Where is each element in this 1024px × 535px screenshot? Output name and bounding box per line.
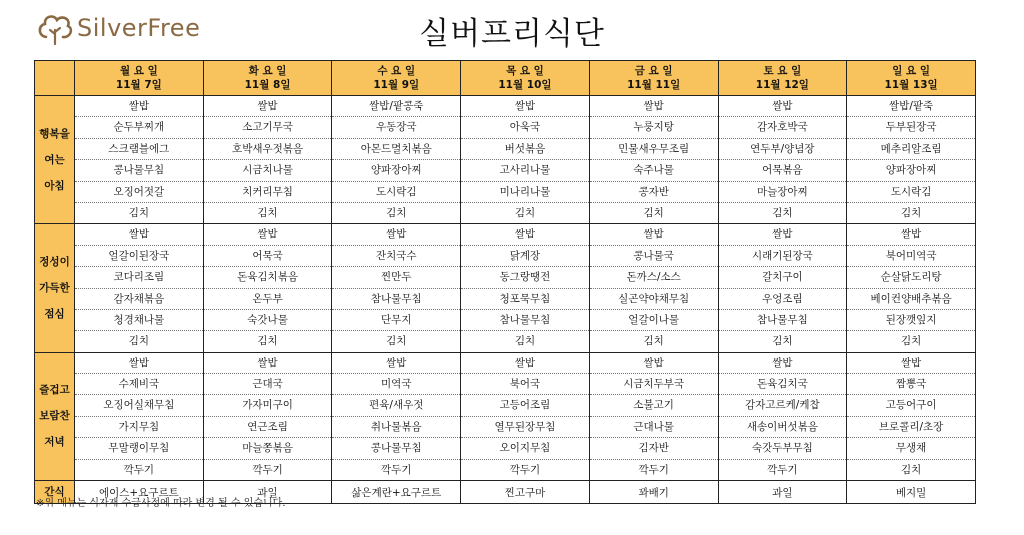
menu-item: 동그랑땡전 (461, 267, 589, 288)
menu-item: 참나물무침 (332, 289, 460, 310)
menu-item: 쌀밥 (332, 353, 460, 374)
menu-cell (847, 224, 976, 352)
menu-item: 어묵국 (204, 246, 332, 267)
menu-item: 콩나물무침 (75, 160, 203, 181)
menu-item: 베이컨양배추볶음 (847, 289, 975, 310)
menu-item: 김치 (128, 335, 149, 348)
menu-item: 김치 (772, 206, 793, 219)
menu-item: 코다리조림 (75, 267, 203, 288)
menu-cell (589, 224, 718, 352)
snack-item: 꽈배기 (589, 481, 718, 504)
menu-item: 소불고기 (590, 395, 718, 416)
menu-item: 무말랭이무침 (75, 438, 203, 459)
menu-item: 깍두기 (381, 463, 412, 476)
menu-item: 돈육김치국 (719, 374, 847, 395)
day-header-1 (75, 61, 204, 96)
menu-cell (847, 352, 976, 480)
menu-item: 도시락김 (332, 182, 460, 203)
menu-list (204, 96, 332, 223)
menu-item: 쌀밥/팥콩죽 (332, 96, 460, 117)
menu-item: 청포묵무침 (461, 289, 589, 310)
snack-item: 과일 (203, 481, 332, 504)
menu-item: 쌀밥 (204, 96, 332, 117)
day-date: 11월 13일 (884, 79, 938, 91)
menu-item: 쌀밥 (75, 353, 203, 374)
menu-item: 우동장국 (332, 117, 460, 138)
menu-item: 오이지무침 (461, 438, 589, 459)
menu-cell (332, 96, 461, 224)
menu-cell (332, 352, 461, 480)
meal-label (35, 352, 75, 480)
menu-list (719, 224, 847, 351)
menu-item: 스크램블에그 (75, 139, 203, 160)
menu-item: 단무지 (332, 310, 460, 331)
menu-item: 순살닭도리탕 (847, 267, 975, 288)
menu-list (332, 96, 460, 223)
menu-item: 편육/새우젓 (332, 395, 460, 416)
menu-item: 감자고르케/케찹 (719, 395, 847, 416)
menu-item: 열무된장무침 (461, 417, 589, 438)
meal-label-line: 여는 (44, 153, 65, 166)
menu-item: 메추리알조림 (847, 139, 975, 160)
snack-item: 과일 (718, 481, 847, 504)
menu-item: 취나물볶음 (332, 417, 460, 438)
meal-label-line: 가득한 (39, 282, 70, 295)
menu-item: 근대국 (204, 374, 332, 395)
menu-item: 수제비국 (75, 374, 203, 395)
menu-item: 김치 (386, 335, 407, 348)
menu-item: 양파장아찌 (332, 160, 460, 181)
menu-item: 버섯볶음 (461, 139, 589, 160)
menu-item: 쌀밥 (75, 224, 203, 245)
menu-list (75, 96, 203, 223)
menu-item: 감자호박국 (719, 117, 847, 138)
menu-item: 호박새우젓볶음 (204, 139, 332, 160)
meal-row (35, 96, 976, 224)
menu-list (847, 353, 975, 480)
meal-label-line: 저녁 (44, 436, 65, 449)
menu-item: 어묵볶음 (719, 160, 847, 181)
day-date: 11월 8일 (244, 79, 291, 91)
menu-list (332, 224, 460, 351)
menu-item: 김치 (900, 206, 922, 219)
menu-list (75, 353, 203, 480)
menu-cell (203, 352, 332, 480)
menu-item: 얼갈이나물 (590, 310, 718, 331)
day-name: 일 요 일 (892, 65, 930, 77)
snack-item: 베지밀 (847, 481, 976, 504)
menu-item: 오징어실채무침 (75, 395, 203, 416)
menu-item: 감자채볶음 (75, 289, 203, 310)
meal-label-line: 점심 (44, 308, 65, 321)
menu-item: 북어미역국 (847, 246, 975, 267)
snack-item: 에이스+요구르트 (75, 481, 204, 504)
menu-list (719, 96, 847, 223)
header-row (35, 61, 976, 96)
menu-item: 청경채나물 (75, 310, 203, 331)
menu-item: 두부된장국 (847, 117, 975, 138)
menu-item: 숙갓나물 (204, 310, 332, 331)
menu-cell (75, 224, 204, 352)
menu-item: 연근조림 (204, 417, 332, 438)
menu-cell (461, 96, 590, 224)
menu-item: 김치 (900, 463, 922, 476)
menu-item: 콩나물국 (590, 246, 718, 267)
meal-label-line: 정성이 (39, 256, 70, 269)
menu-item: 잔치국수 (332, 246, 460, 267)
menu-list (590, 224, 718, 351)
menu-item: 고사리나물 (461, 160, 589, 181)
menu-item: 북어국 (461, 374, 589, 395)
menu-item: 도시락김 (847, 182, 975, 203)
menu-item: 미나리나물 (461, 182, 589, 203)
menu-item: 콩자반 (590, 182, 718, 203)
menu-cell (461, 224, 590, 352)
menu-item: 숙주나물 (590, 160, 718, 181)
snack-label: 간식 (35, 481, 75, 504)
menu-item: 아욱국 (461, 117, 589, 138)
menu-list (590, 96, 718, 223)
menu-list (75, 224, 203, 351)
menu-item: 갈치구이 (719, 267, 847, 288)
menu-cell (718, 224, 847, 352)
footnote: ※위 메뉴는 식자재 수급사정에 따라 변경 될 수 있습니다. (36, 498, 286, 509)
menu-item: 얼갈이된장국 (75, 246, 203, 267)
menu-list (461, 353, 589, 480)
day-name: 토 요 일 (763, 65, 802, 77)
menu-item: 돈까스/소스 (590, 267, 718, 288)
menu-item: 근대나물 (590, 417, 718, 438)
weekly-menu-table (34, 60, 976, 504)
menu-item: 누룽지탕 (590, 117, 718, 138)
menu-item: 브로콜리/초장 (847, 417, 975, 438)
page-title: 실버프리식단 (419, 16, 605, 52)
menu-item: 쌀밥 (204, 353, 332, 374)
menu-item: 가자미구이 (204, 395, 332, 416)
menu-item: 김자반 (590, 438, 718, 459)
day-header-6 (718, 61, 847, 96)
meal-row (35, 224, 976, 352)
menu-item: 깍두기 (252, 463, 283, 476)
day-name: 금 요 일 (634, 65, 673, 77)
menu-item: 아몬드멸치볶음 (332, 139, 460, 160)
day-header-7 (847, 61, 976, 96)
menu-cell (847, 96, 976, 224)
menu-item: 깍두기 (509, 463, 541, 476)
menu-item: 김치 (514, 335, 536, 348)
menu-item: 숙갓두부무침 (719, 438, 847, 459)
menu-item: 쌀밥 (719, 224, 847, 245)
day-date: 11월 7일 (115, 79, 162, 91)
menu-list (204, 353, 332, 480)
day-name: 월 요 일 (119, 65, 158, 77)
menu-item: 마늘장아찌 (719, 182, 847, 203)
menu-item: 치커리무침 (204, 182, 332, 203)
menu-item: 마늘쫑볶음 (204, 438, 332, 459)
menu-item: 김치 (643, 206, 664, 219)
menu-item: 쌀밥/팥죽 (847, 96, 975, 117)
menu-item: 오징어젓갈 (75, 182, 203, 203)
menu-item: 쌀밥 (719, 353, 847, 374)
menu-list (461, 224, 589, 351)
menu-item: 온두부 (204, 289, 332, 310)
menu-item: 우엉조림 (719, 289, 847, 310)
day-header-2 (203, 61, 332, 96)
menu-item: 쌀밥 (719, 96, 847, 117)
menu-item: 시래기된장국 (719, 246, 847, 267)
meal-label-line: 즐겁고 (39, 384, 70, 397)
day-date: 11월 10일 (498, 79, 552, 91)
day-date: 11월 12일 (755, 79, 809, 91)
menu-item: 쌀밥 (332, 224, 460, 245)
menu-item: 소고기무국 (204, 117, 332, 138)
menu-cell (461, 352, 590, 480)
menu-item: 가지무침 (75, 417, 203, 438)
day-date: 11월 11일 (627, 79, 681, 91)
menu-item: 김치 (386, 206, 407, 219)
menu-item: 찐만두 (332, 267, 460, 288)
menu-item: 짬뽕국 (847, 374, 975, 395)
menu-item: 고등어구이 (847, 395, 975, 416)
meal-label-line: 보람찬 (39, 410, 70, 423)
menu-list (590, 353, 718, 480)
menu-item: 깍두기 (638, 463, 669, 476)
menu-item: 김치 (257, 335, 278, 348)
menu-item: 무생채 (847, 438, 975, 459)
menu-item: 김치 (900, 335, 922, 348)
menu-cell (203, 96, 332, 224)
menu-item: 닭계장 (461, 246, 589, 267)
menu-cell (332, 224, 461, 352)
snack-item: 삶은계란+요구르트 (332, 481, 461, 504)
menu-item: 된장깻잎지 (847, 310, 975, 331)
menu-item: 양파장아찌 (847, 160, 975, 181)
menu-list (719, 353, 847, 480)
menu-list (461, 96, 589, 223)
menu-item: 콩나물무침 (332, 438, 460, 459)
menu-cell (203, 224, 332, 352)
meal-row (35, 352, 976, 480)
menu-item: 쌀밥 (204, 224, 332, 245)
menu-item: 고등어조림 (461, 395, 589, 416)
day-name: 목 요 일 (506, 65, 544, 77)
meal-label-line: 행복을 (39, 127, 70, 140)
menu-cell (589, 352, 718, 480)
menu-item: 쌀밥 (461, 353, 589, 374)
menu-item: 쌀밥 (847, 353, 975, 374)
day-name: 수 요 일 (377, 65, 416, 77)
menu-item: 김치 (257, 206, 278, 219)
menu-list (847, 224, 975, 351)
menu-cell (718, 352, 847, 480)
snack-item: 찐고구마 (461, 481, 590, 504)
menu-item: 연두부/양념장 (719, 139, 847, 160)
day-header-5 (589, 61, 718, 96)
menu-item: 깍두기 (123, 463, 155, 476)
menu-item: 김치 (128, 206, 149, 219)
menu-item: 돈육김치볶음 (204, 267, 332, 288)
menu-item: 미역국 (332, 374, 460, 395)
menu-list (332, 353, 460, 480)
menu-item: 쌀밥 (590, 353, 718, 374)
meal-label (35, 224, 75, 352)
day-date: 11월 9일 (373, 79, 420, 91)
meal-label-line: 아침 (44, 179, 65, 192)
day-name: 화 요 일 (248, 65, 287, 77)
menu-item: 김치 (514, 206, 536, 219)
menu-item: 참나물무침 (719, 310, 847, 331)
menu-item: 쌀밥 (590, 96, 718, 117)
menu-item: 쌀밥 (461, 224, 589, 245)
menu-item: 김치 (772, 335, 793, 348)
menu-item: 쌀밥 (590, 224, 718, 245)
menu-cell (75, 352, 204, 480)
menu-item: 쌀밥 (847, 224, 975, 245)
menu-item: 시금치나물 (204, 160, 332, 181)
menu-cell (718, 96, 847, 224)
menu-item: 쌀밥 (75, 96, 203, 117)
meal-label (35, 96, 75, 224)
menu-item: 실곤약야채무침 (590, 289, 718, 310)
menu-list (204, 224, 332, 351)
day-header-3 (332, 61, 461, 96)
menu-item: 새송이버섯볶음 (719, 417, 847, 438)
menu-cell (589, 96, 718, 224)
menu-item: 시금치두부국 (590, 374, 718, 395)
menu-item: 김치 (643, 335, 664, 348)
header-corner (35, 61, 75, 96)
logo-text: SilverFree (77, 14, 201, 42)
menu-item: 민물새우무조림 (590, 139, 718, 160)
menu-item: 쌀밥 (461, 96, 589, 117)
menu-cell (75, 96, 204, 224)
menu-item: 깍두기 (767, 463, 798, 476)
day-header-4 (461, 61, 590, 96)
menu-list (847, 96, 975, 223)
menu-item: 순두부찌개 (75, 117, 203, 138)
menu-item: 참나물무침 (461, 310, 589, 331)
